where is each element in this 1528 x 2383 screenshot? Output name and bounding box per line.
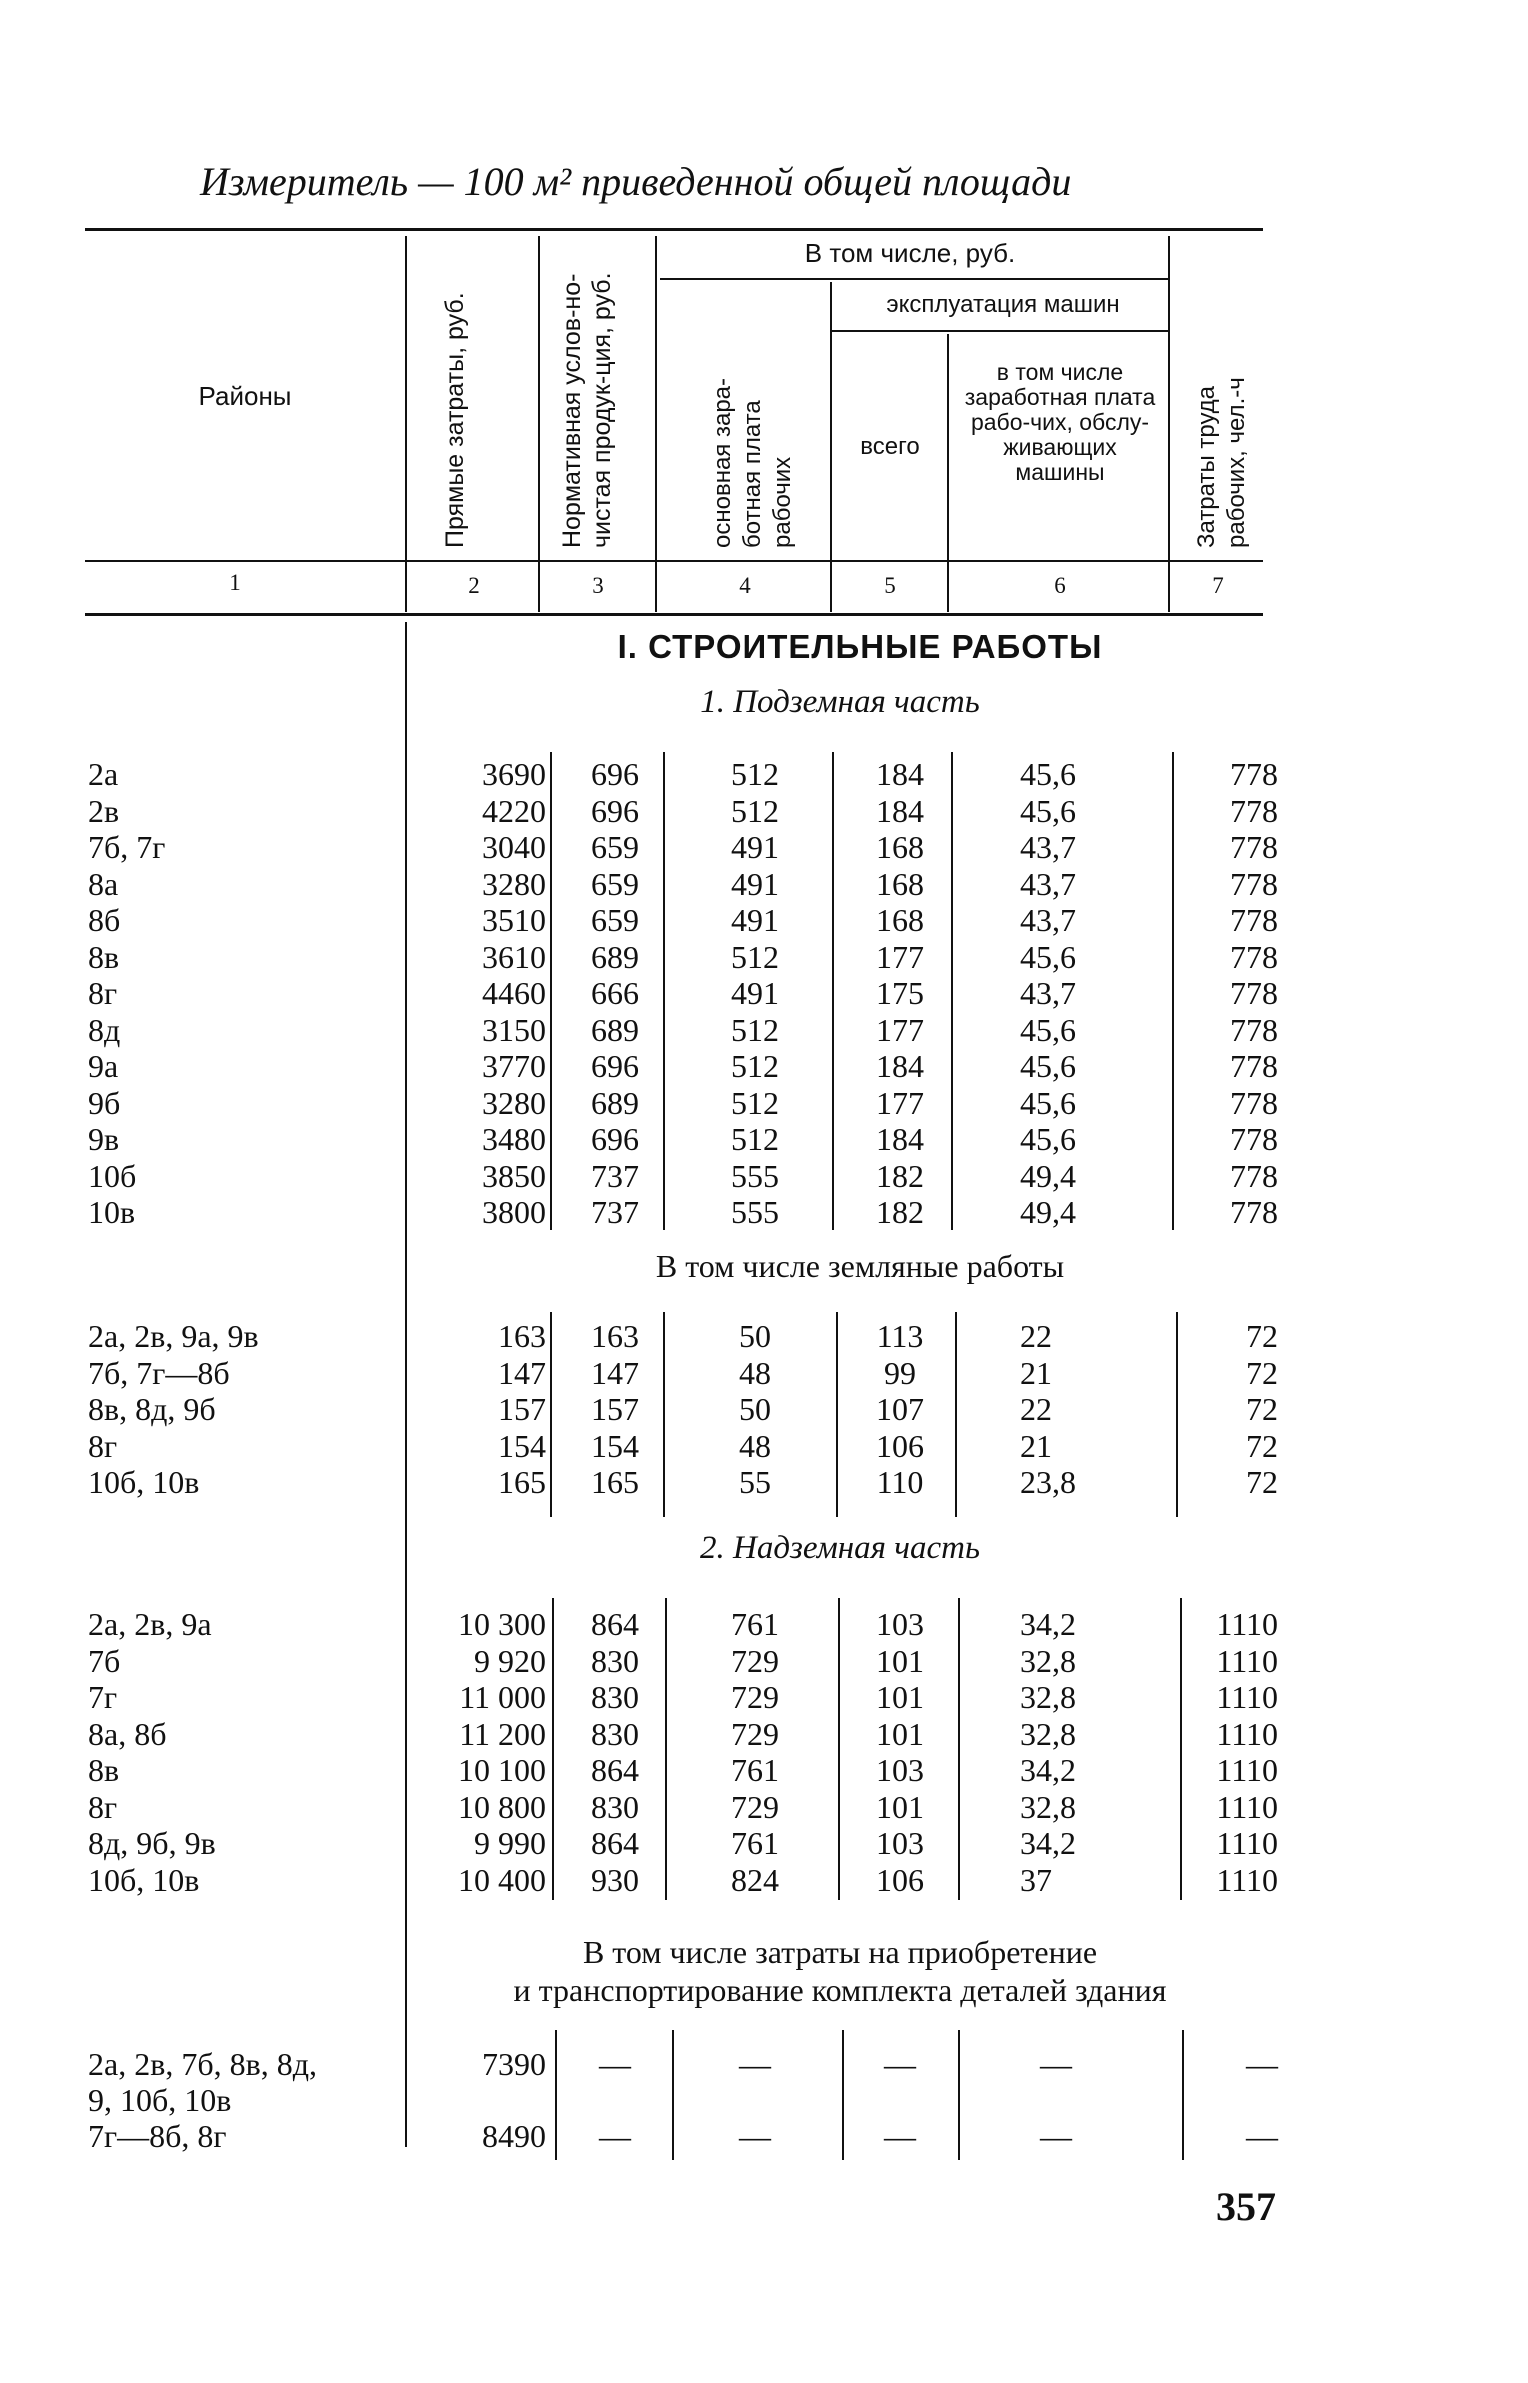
cell: 147 — [498, 1354, 546, 1391]
table-row — [0, 1862, 1528, 1899]
cell: 778 — [1230, 865, 1278, 902]
table-row — [0, 1825, 1528, 1862]
cell: 830 — [591, 1715, 639, 1752]
cell: 184 — [876, 792, 924, 829]
header-top-rule — [85, 228, 1263, 231]
body-vrule — [550, 1312, 552, 1517]
cell: 43,7 — [1020, 902, 1076, 938]
cell: 7390 — [482, 2046, 546, 2082]
table-row — [0, 2118, 1528, 2154]
cell: 555 — [731, 1157, 779, 1194]
cell: 689 — [591, 938, 639, 975]
cell: 830 — [591, 1642, 639, 1679]
cell: 512 — [731, 938, 779, 975]
cell: 37 — [1020, 1861, 1052, 1898]
cell: 45,6 — [1020, 1011, 1076, 1048]
cell: 72 — [1246, 1391, 1278, 1427]
cell: 659 — [591, 865, 639, 902]
cell: 157 — [498, 1391, 546, 1427]
district-cell: 8г — [88, 1788, 118, 1825]
district-cell: 8г — [88, 975, 118, 1011]
cell: 101 — [876, 1715, 924, 1752]
header-subrule-including — [660, 278, 1170, 280]
cell: 3800 — [482, 1194, 546, 1230]
cell: 4220 — [482, 792, 546, 829]
header-machines-total: всего — [860, 433, 920, 460]
cell: 163 — [498, 1318, 546, 1354]
cell: 778 — [1230, 829, 1278, 865]
cell: 147 — [591, 1354, 639, 1391]
district-cell: 2а, 2в, 9а, 9в — [88, 1318, 259, 1354]
cell: 3770 — [482, 1048, 546, 1084]
body-vrule — [663, 1312, 665, 1517]
cell: 72 — [1246, 1427, 1278, 1464]
cell: 3150 — [482, 1011, 546, 1048]
district-cell: 9а — [88, 1048, 119, 1084]
body-vrule — [836, 1312, 838, 1517]
cell: 491 — [731, 829, 779, 865]
district-cell: 8а, 8б — [88, 1715, 167, 1752]
district-cell: 2а, 2в, 7б, 8в, 8д, — [88, 2046, 317, 2082]
district-cell: 8в — [88, 1752, 120, 1788]
header-vrule — [655, 236, 657, 612]
cell: 10 300 — [458, 1606, 546, 1642]
district-cell: 8а — [88, 865, 119, 902]
cell: 1110 — [1216, 1752, 1278, 1788]
cell: 1110 — [1216, 1861, 1278, 1898]
table-row — [0, 1355, 1528, 1392]
district-cell: 9б — [88, 1084, 121, 1121]
cell: 49,4 — [1020, 1157, 1076, 1194]
subsection-title: 2. Надземная часть — [700, 1530, 980, 1566]
underground-block — [0, 756, 1528, 1231]
cell: 72 — [1246, 1354, 1278, 1391]
cell: 34,2 — [1020, 1752, 1076, 1788]
district-cell: 8г — [88, 1427, 118, 1464]
column-number: 1 — [229, 570, 241, 595]
cell: 1110 — [1216, 1788, 1278, 1825]
cell: 696 — [591, 1048, 639, 1084]
body-vrule — [958, 1598, 960, 1900]
dash-cell: — — [599, 2118, 631, 2154]
cell: 729 — [731, 1642, 779, 1679]
cell: 48 — [739, 1427, 771, 1464]
cell: 696 — [591, 792, 639, 829]
cell: 72 — [1246, 1318, 1278, 1354]
cell: 34,2 — [1020, 1606, 1076, 1642]
column-number: 4 — [739, 573, 751, 598]
cell: 22 — [1020, 1318, 1052, 1354]
cell: 184 — [876, 1121, 924, 1157]
body-vrule — [832, 752, 834, 1230]
cell: 864 — [591, 1606, 639, 1642]
column-number: 3 — [592, 573, 604, 598]
cell: 101 — [876, 1642, 924, 1679]
cell: 106 — [876, 1427, 924, 1464]
cell: 830 — [591, 1788, 639, 1825]
district-cell: 9, 10б, 10в — [88, 2082, 232, 2118]
cell: 666 — [591, 975, 639, 1011]
cell: 45,6 — [1020, 1048, 1076, 1084]
kit-title-line1: В том числе затраты на приобретение — [582, 1934, 1098, 1970]
header-bottom-rule — [85, 560, 1263, 562]
cell: 45,6 — [1020, 938, 1076, 975]
cell: 32,8 — [1020, 1642, 1076, 1679]
cell: 1110 — [1216, 1715, 1278, 1752]
cell: 512 — [731, 792, 779, 829]
cell: 761 — [731, 1825, 779, 1861]
table-row — [0, 1464, 1528, 1501]
kit-block — [0, 2046, 1528, 2154]
cell: 48 — [739, 1354, 771, 1391]
cell: 184 — [876, 1048, 924, 1084]
cell: 182 — [876, 1194, 924, 1230]
cell: 103 — [876, 1825, 924, 1861]
header-labor-costs: Затраты труда рабочих, чел.-ч — [1193, 377, 1250, 548]
cell: 689 — [591, 1084, 639, 1121]
cell: 11 000 — [459, 1679, 546, 1715]
body-vrule — [1172, 752, 1174, 1230]
district-cell: 7б, 7г — [88, 829, 166, 865]
body-vrule — [672, 2030, 674, 2160]
cell: 168 — [876, 829, 924, 865]
earthworks-block — [0, 1318, 1528, 1501]
table-row — [0, 1318, 1528, 1355]
body-vrule — [1176, 1312, 1178, 1517]
cell: 689 — [591, 1011, 639, 1048]
dash-cell: — — [739, 2118, 771, 2154]
cell: 168 — [876, 865, 924, 902]
table-row — [0, 793, 1528, 830]
district-cell: 10в — [88, 1194, 136, 1230]
table-row — [0, 939, 1528, 976]
cell: 737 — [591, 1194, 639, 1230]
table-row — [0, 1428, 1528, 1465]
body-vrule — [550, 752, 552, 1230]
cell: 778 — [1230, 1157, 1278, 1194]
body-vrule — [555, 2030, 557, 2160]
table-row — [0, 1391, 1528, 1428]
cell: 512 — [731, 1121, 779, 1157]
header-direct-costs: Прямые затраты, руб. — [441, 292, 469, 548]
header-vrule — [830, 282, 832, 612]
cell: 34,2 — [1020, 1825, 1076, 1861]
cell: 778 — [1230, 975, 1278, 1011]
district-cell: 7г—8б, 8г — [88, 2118, 227, 2154]
cell: 103 — [876, 1606, 924, 1642]
district-cell: 8в — [88, 938, 120, 975]
table-row — [0, 1606, 1528, 1643]
cell: 930 — [591, 1861, 639, 1898]
cell: 1110 — [1216, 1642, 1278, 1679]
cell: 864 — [591, 1825, 639, 1861]
cell: 22 — [1020, 1391, 1052, 1427]
district-cell: 7г — [88, 1679, 118, 1715]
header-vrule — [1168, 236, 1170, 612]
table-row — [0, 866, 1528, 903]
cell: 50 — [739, 1318, 771, 1354]
cell: 175 — [876, 975, 924, 1011]
dash-cell: — — [1246, 2046, 1278, 2082]
dash-cell: — — [1040, 2118, 1072, 2154]
cell: 830 — [591, 1679, 639, 1715]
district-cell: 9в — [88, 1121, 120, 1157]
dash-cell: — — [599, 2046, 631, 2082]
dash-cell: — — [1246, 2118, 1278, 2154]
district-cell: 2в — [88, 792, 120, 829]
subsection-title — [420, 1933, 1260, 2009]
cell: 113 — [876, 1318, 924, 1354]
cell: 72 — [1246, 1464, 1278, 1500]
cell: 512 — [731, 756, 779, 792]
cell: 168 — [876, 902, 924, 938]
district-cell: 2а, 2в, 9а — [88, 1606, 212, 1642]
cell: 9 920 — [474, 1642, 546, 1679]
table-row — [0, 1194, 1528, 1231]
district-cell: 8б — [88, 902, 121, 938]
cell: 555 — [731, 1194, 779, 1230]
cell: 696 — [591, 1121, 639, 1157]
cell: 3850 — [482, 1157, 546, 1194]
cell: 45,6 — [1020, 792, 1076, 829]
section-title: I. СТРОИТЕЛЬНЫЕ РАБОТЫ — [617, 628, 1103, 665]
header-districts: Районы — [198, 381, 292, 411]
table-row — [0, 1679, 1528, 1716]
cell: 729 — [731, 1679, 779, 1715]
cell: 3280 — [482, 1084, 546, 1121]
cell: 154 — [498, 1427, 546, 1464]
dash-cell: — — [884, 2046, 916, 2082]
cell: 778 — [1230, 1121, 1278, 1157]
table-row — [0, 829, 1528, 866]
cell: 165 — [591, 1464, 639, 1500]
cell: 778 — [1230, 1194, 1278, 1230]
column-number: 7 — [1212, 573, 1224, 598]
cell: 55 — [739, 1464, 771, 1500]
cell: 729 — [731, 1715, 779, 1752]
kit-title-line2: и транспортирование комплекта деталей здания — [513, 1972, 1167, 2008]
cell: 103 — [876, 1752, 924, 1788]
table-row — [0, 1643, 1528, 1680]
body-vrule — [1180, 1598, 1182, 1900]
cell: 512 — [731, 1084, 779, 1121]
table-row — [0, 902, 1528, 939]
cell: 101 — [876, 1679, 924, 1715]
table-row — [0, 1085, 1528, 1122]
cell: 761 — [731, 1606, 779, 1642]
cell: 761 — [731, 1752, 779, 1788]
body-vrule — [552, 1598, 554, 1900]
header-vrule — [405, 236, 407, 612]
cell: 3610 — [482, 938, 546, 975]
cell: 43,7 — [1020, 865, 1076, 902]
cell: 864 — [591, 1752, 639, 1788]
cell: 32,8 — [1020, 1715, 1076, 1752]
header-vrule — [947, 334, 949, 612]
cell: 177 — [876, 1011, 924, 1048]
body-vrule — [842, 2030, 844, 2160]
cell: 21 — [1020, 1354, 1052, 1391]
column-number: 6 — [1054, 573, 1066, 598]
body-vrule — [665, 1598, 667, 1900]
cell: 491 — [731, 902, 779, 938]
cell: 778 — [1230, 1084, 1278, 1121]
cell: 824 — [731, 1861, 779, 1898]
cell: 9 990 — [474, 1825, 546, 1861]
cell: 32,8 — [1020, 1788, 1076, 1825]
subsection-title: 1. Подземная часть — [700, 684, 980, 720]
body-vrule — [663, 752, 665, 1230]
cell: 1110 — [1216, 1606, 1278, 1642]
table-row — [0, 756, 1528, 793]
cell: 3040 — [482, 829, 546, 865]
header-machine-wages: в том числе заработная плата рабо-чих, обслу-живающих машины — [964, 359, 1156, 485]
cell: 10 100 — [458, 1752, 546, 1788]
page-number: 357 — [1216, 2184, 1276, 2229]
table-row — [0, 1752, 1528, 1789]
body-vrule — [958, 2030, 960, 2160]
body-vrule — [951, 752, 953, 1230]
cell: 3690 — [482, 756, 546, 792]
body-vrule — [955, 1312, 957, 1517]
district-cell: 8в, 8д, 9б — [88, 1391, 216, 1427]
body-vrule — [1182, 2030, 1184, 2160]
cell: 1110 — [1216, 1679, 1278, 1715]
cell: 163 — [591, 1318, 639, 1354]
district-cell: 7б — [88, 1642, 121, 1679]
cell: 45,6 — [1020, 1084, 1076, 1121]
district-cell: 2а — [88, 756, 119, 792]
cell: 659 — [591, 902, 639, 938]
colnum-bottom-rule — [85, 613, 1263, 616]
header-including-rub: В том числе, руб. — [804, 238, 1016, 268]
cell: 3280 — [482, 865, 546, 902]
cell: 491 — [731, 865, 779, 902]
cell: 659 — [591, 829, 639, 865]
cell: 737 — [591, 1157, 639, 1194]
cell: 4460 — [482, 975, 546, 1011]
cell: 165 — [498, 1464, 546, 1500]
aboveground-block — [0, 1606, 1528, 1898]
table-row — [0, 1158, 1528, 1195]
cell: 8490 — [482, 2118, 546, 2154]
district-cell: 8д — [88, 1011, 121, 1048]
dash-cell: — — [1040, 2046, 1072, 2082]
table-row — [0, 1121, 1528, 1158]
column-number: 2 — [468, 573, 480, 598]
cell: 3510 — [482, 902, 546, 938]
header-machine-operation: эксплуатация машин — [886, 291, 1120, 318]
cell: 778 — [1230, 1048, 1278, 1084]
table-row — [0, 1789, 1528, 1826]
body-vrule — [838, 1598, 840, 1900]
cell: 182 — [876, 1157, 924, 1194]
table-row — [0, 1012, 1528, 1049]
cell: 21 — [1020, 1427, 1052, 1464]
column-number: 5 — [884, 573, 896, 598]
cell: 729 — [731, 1788, 779, 1825]
cell: 23,8 — [1020, 1464, 1076, 1500]
cell: 107 — [876, 1391, 924, 1427]
cell: 45,6 — [1020, 756, 1076, 792]
cell: 154 — [591, 1427, 639, 1464]
cell: 43,7 — [1020, 975, 1076, 1011]
cell: 696 — [591, 756, 639, 792]
district-cell: 10б, 10в — [88, 1464, 200, 1500]
district-cell: 10б — [88, 1157, 137, 1194]
cell: 177 — [876, 938, 924, 975]
table-row — [0, 2046, 1528, 2082]
cell: 512 — [731, 1048, 779, 1084]
district-cell: 8д, 9б, 9в — [88, 1825, 216, 1861]
cell: 45,6 — [1020, 1121, 1076, 1157]
cell: 778 — [1230, 938, 1278, 975]
cell: 778 — [1230, 1011, 1278, 1048]
dash-cell: — — [739, 2046, 771, 2082]
header-subrule-machines — [832, 330, 1170, 332]
cell: 99 — [884, 1354, 916, 1391]
cell: 10 400 — [458, 1861, 546, 1898]
cell: 157 — [591, 1391, 639, 1427]
cell: 491 — [731, 975, 779, 1011]
table-row — [0, 975, 1528, 1012]
cell: 49,4 — [1020, 1194, 1076, 1230]
subsection-title: В том числе земляные работы — [655, 1248, 1065, 1284]
cell: 110 — [876, 1464, 924, 1500]
table-caption: Измеритель — 100 м² приведенной общей площади — [200, 159, 1072, 204]
cell: 10 800 — [458, 1788, 546, 1825]
cell: 50 — [739, 1391, 771, 1427]
district-cell: 7б, 7г—8б — [88, 1354, 230, 1391]
table-row — [0, 1716, 1528, 1753]
cell: 32,8 — [1020, 1679, 1076, 1715]
cell: 11 200 — [459, 1715, 546, 1752]
table-row — [0, 1048, 1528, 1085]
cell: 43,7 — [1020, 829, 1076, 865]
cell: 778 — [1230, 756, 1278, 792]
cell: 512 — [731, 1011, 779, 1048]
cell: 101 — [876, 1788, 924, 1825]
header-vrule — [538, 236, 540, 612]
district-cell: 10б, 10в — [88, 1861, 200, 1898]
table-row — [0, 2082, 1528, 2118]
cell: 184 — [876, 756, 924, 792]
cell: 1110 — [1216, 1825, 1278, 1861]
cell: 3480 — [482, 1121, 546, 1157]
cell: 177 — [876, 1084, 924, 1121]
cell: 778 — [1230, 902, 1278, 938]
dash-cell: — — [884, 2118, 916, 2154]
header-normative-production: Нормативная услов-но-чистая продук-ция, руб. — [558, 272, 616, 548]
cell: 106 — [876, 1861, 924, 1898]
cell: 778 — [1230, 792, 1278, 829]
header-base-wages: основная зара-ботная плата рабочих — [709, 377, 796, 548]
